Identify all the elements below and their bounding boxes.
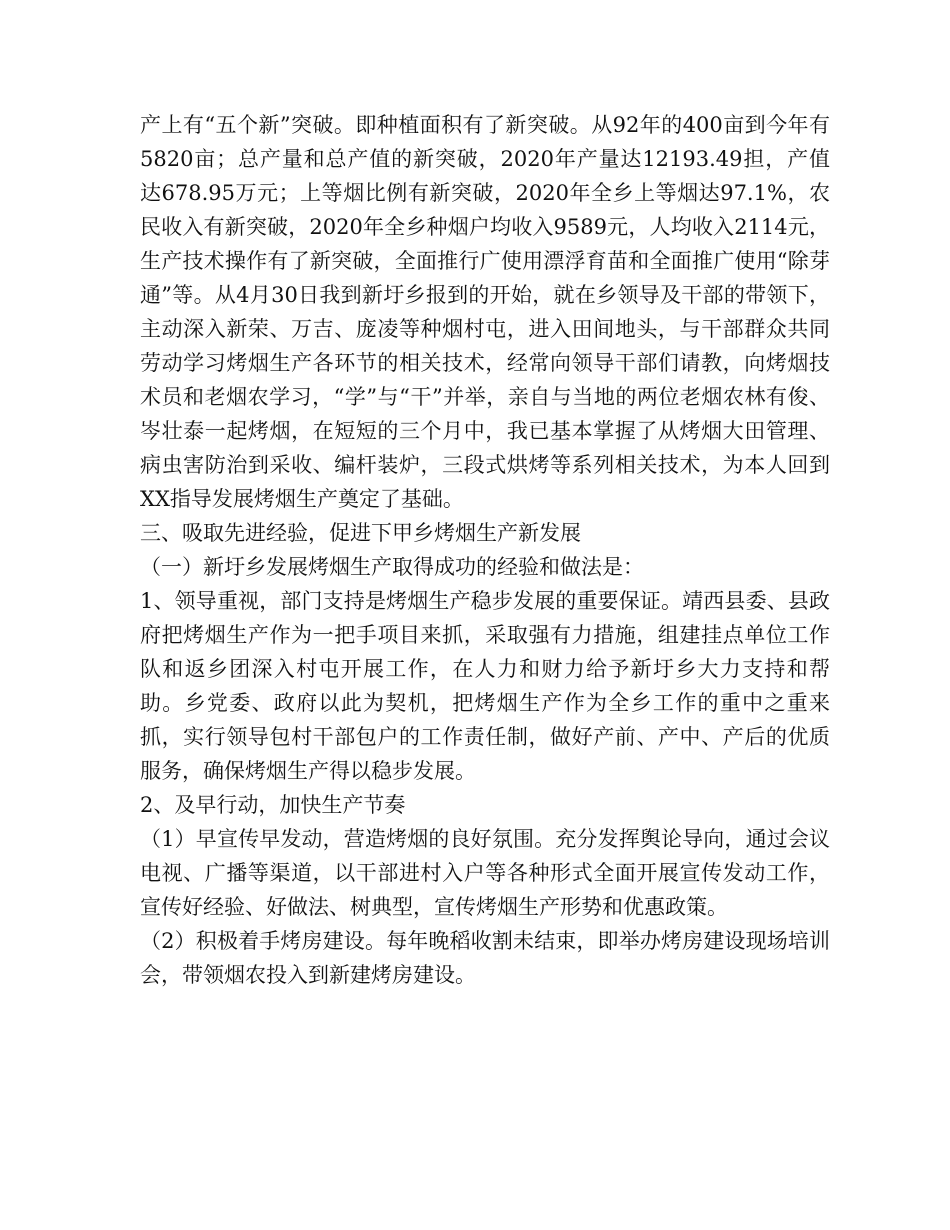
paragraph-early-action: 2、及早行动，加快生产节奏 <box>140 793 406 817</box>
section-heading-three: 三、吸取先进经验，促进下甲乡烤烟生产新发展 <box>140 521 581 545</box>
paragraph-achievements: 产上有“五个新”突破。即种植面积有了新突破。从92年的400亩到今年有5820亩；总产量和总产值的新突破，2020年产量达12193.49担，产值达678.95万元；上等烟比例有新突破，2020年全乡上等烟达97.1%，农民收入有新突破，2020年全乡种烟户均收入9589元，人均收入2114元，生产技术操作有了新突破，全面推行广使用漂浮育苗和全面推广使用“除芽通”等。从4月30日我到新圩乡报到的开始，就在乡领导及干部的带领下，主动深入新荣、万吉、庞凌等种烟村屯，进入田间地头，与干部群众共同劳动学习烤烟生产各环节的相关技术，经常向领导干部们请教，向烤烟技术员和老烟农学习，“学”与“干”并举，亲自与当地的两位老烟农林有俊、岑壮泰一起烤烟，在短短的三个月中，我已基本掌握了从烤烟大田管理、病虫害防治到采收、编杆装炉，三段式烘烤等系列相关技术，为本人回到XX指导发展烤烟生产奠定了基础。 <box>140 113 830 511</box>
paragraph-barn-construction: （2）积极着手烤房建设。每年晚稻收割未结束，即举办烤房建设现场培训会，带领烟农投入到新建烤房建设。 <box>140 929 830 987</box>
paragraph-publicity: （1）早宣传早发动，营造烤烟的良好氛围。充分发挥舆论导向，通过会议电视、广播等渠道，以干部进村入户等各种形式全面开展宣传发动工作，宣传好经验、好做法、树典型，宣传烤烟生产形势和优惠政策。 <box>140 827 830 919</box>
subheading-experience: （一）新圩乡发展烤烟生产取得成功的经验和做法是： <box>140 555 644 579</box>
document-body <box>140 108 830 992</box>
paragraph-leadership: 1、领导重视，部门支持是烤烟生产稳步发展的重要保证。靖西县委、县政府把烤烟生产作为一把手项目来抓，采取强有力措施，组建挂点单位工作队和返乡团深入村屯开展工作，在人力和财力给予新圩乡大力支持和帮助。乡党委、政府以此为契机，把烤烟生产作为全乡工作的重中之重来抓，实行领导包村干部包户的工作责任制，做好产前、产中、产后的优质服务，确保烤烟生产得以稳步发展。 <box>140 589 830 783</box>
